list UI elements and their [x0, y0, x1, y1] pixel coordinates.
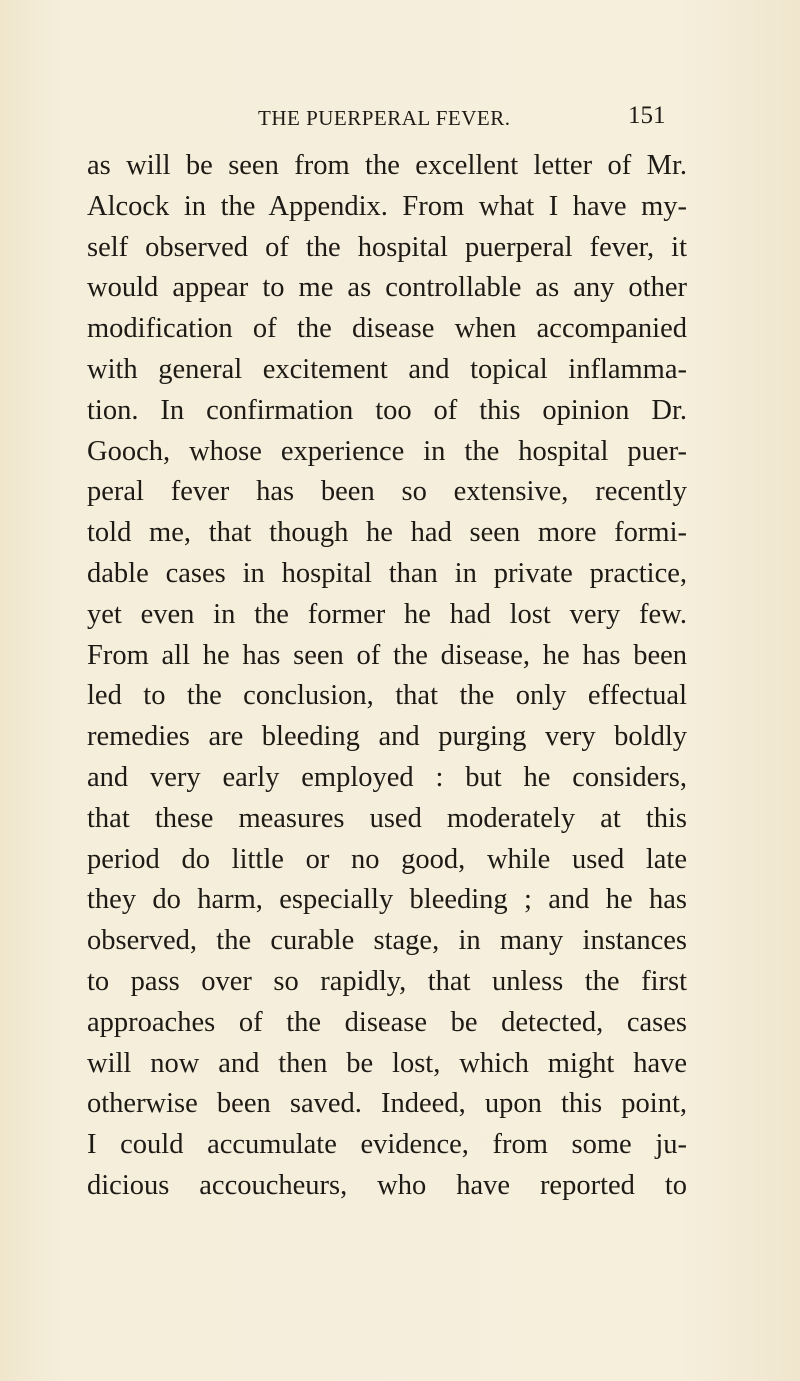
text-line: self observed of the hospital puerperal fever, it	[87, 231, 687, 263]
running-head	[0, 102, 800, 132]
text-line: remedies are bleeding and purging very boldly	[87, 721, 687, 753]
text-line: otherwise been saved. Indeed, upon this point,	[87, 1088, 687, 1120]
text-line: with general excitement and topical inflamma-	[87, 353, 687, 385]
text-line: From all he has seen of the disease, he has been	[87, 639, 687, 671]
text-line: dable cases in hospital than in private practice,	[87, 557, 687, 589]
body-text	[87, 146, 687, 1207]
text-line: peral fever has been so extensive, recently	[87, 476, 687, 508]
text-line: and very early employed : but he considers,	[87, 761, 687, 793]
text-line: will now and then be lost, which might have	[87, 1047, 687, 1079]
text-line: approaches of the disease be detected, cases	[87, 1006, 687, 1038]
text-line: would appear to me as controllable as any other	[87, 272, 687, 304]
text-line: Alcock in the Appendix. From what I have my-	[87, 190, 687, 222]
text-line: period do little or no good, while used late	[87, 843, 687, 875]
text-line: yet even in the former he had lost very few.	[87, 598, 687, 630]
text-line: told me, that though he had seen more formi-	[87, 517, 687, 549]
text-line: modification of the disease when accompanied	[87, 313, 687, 345]
text-line: dicious accoucheurs, who have reported to	[87, 1169, 687, 1201]
page-number: 151	[628, 102, 666, 129]
text-line: Gooch, whose experience in the hospital puer-	[87, 435, 687, 467]
text-line: as will be seen from the excellent letter of Mr.	[87, 150, 687, 181]
text-line: to pass over so rapidly, that unless the first	[87, 965, 687, 997]
running-title: THE PUERPERAL FEVER.	[258, 106, 511, 130]
text-line: observed, the curable stage, in many instances	[87, 925, 687, 957]
text-line: they do harm, especially bleeding ; and he has	[87, 884, 687, 916]
text-line: I could accumulate evidence, from some ju-	[87, 1129, 687, 1161]
text-line: led to the conclusion, that the only effectual	[87, 680, 687, 712]
text-line: tion. In confirmation too of this opinion Dr.	[87, 394, 687, 426]
text-line: that these measures used moderately at this	[87, 802, 687, 834]
